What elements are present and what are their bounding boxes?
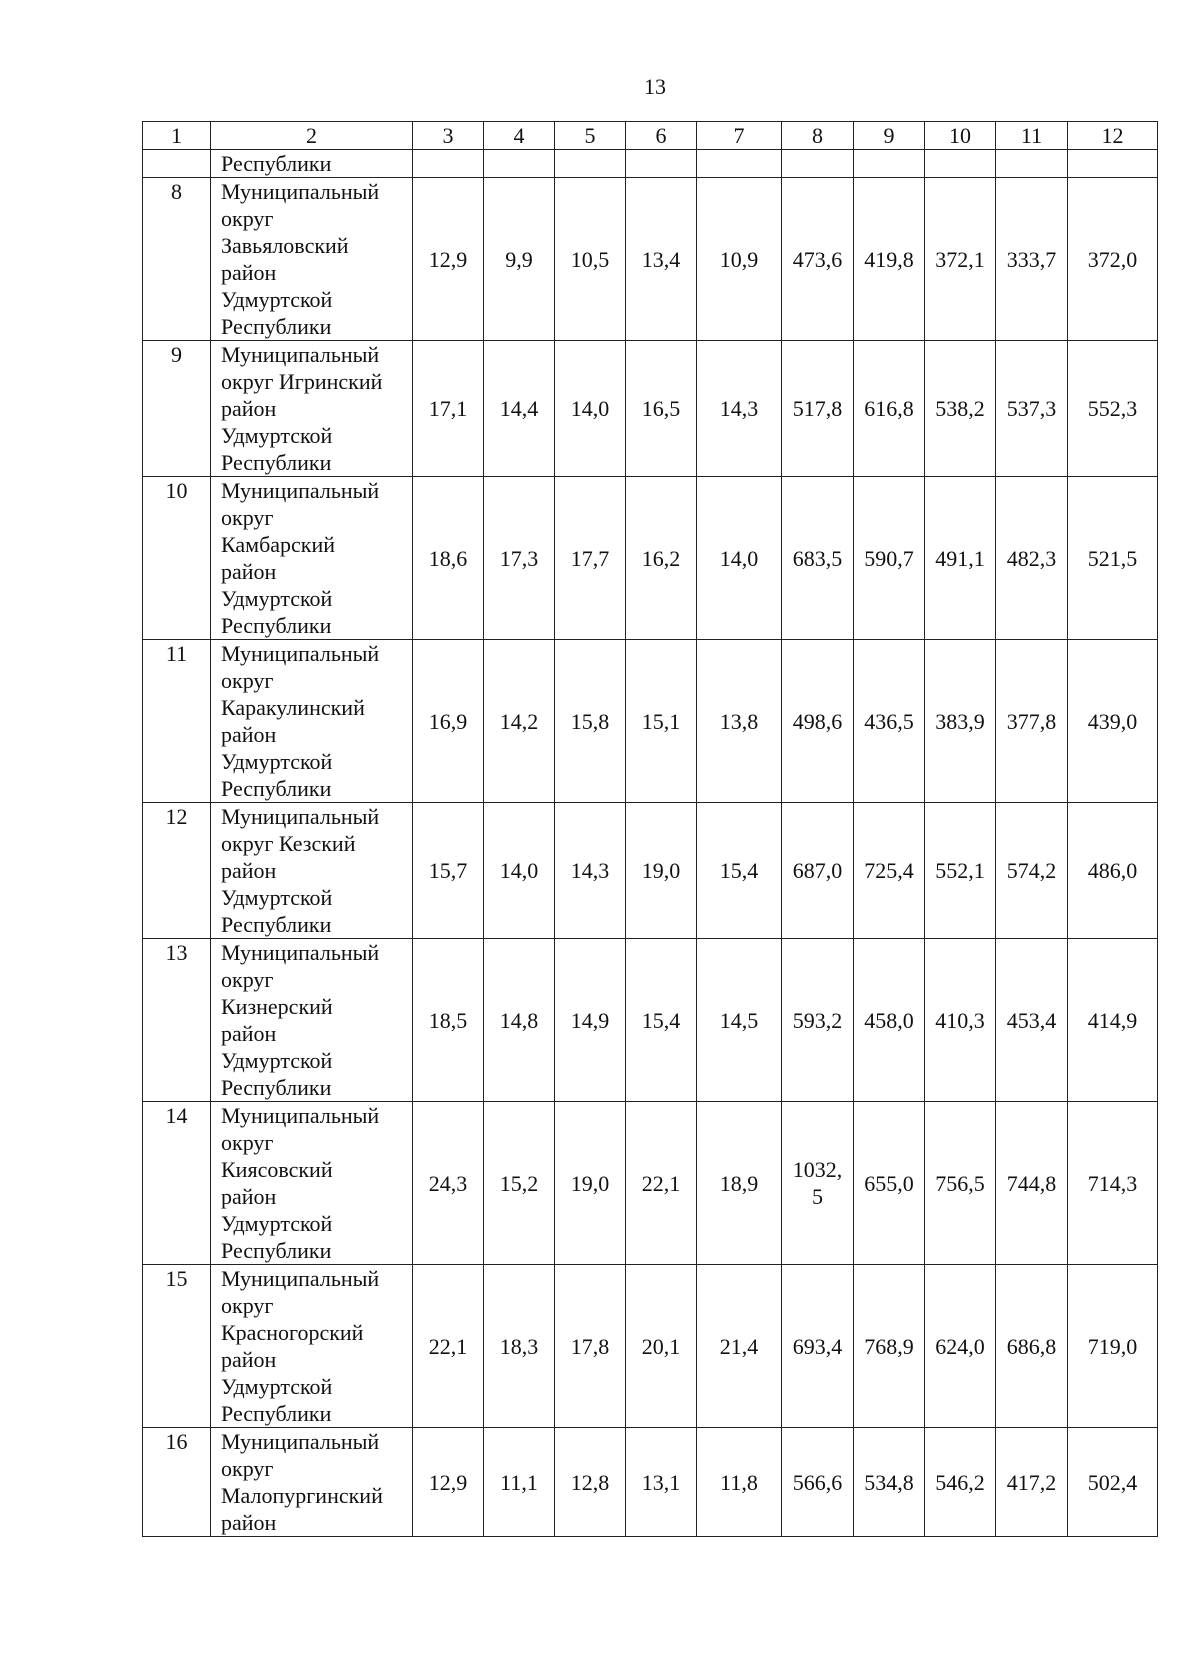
value-cell: 552,3 [1068,341,1158,477]
municipality-name: Муниципальный округ Малопургинский район [211,1428,413,1537]
value-cell: 491,1 [925,477,996,640]
value-cell: 10,9 [697,178,782,341]
value-cell: 17,1 [413,341,484,477]
row-number: 12 [143,803,211,939]
value-cell [854,150,925,178]
page-number: 13 [644,74,666,99]
value-cell: 1032, 5 [782,1102,854,1265]
value-cell: 13,8 [697,640,782,803]
value-cell [697,150,782,178]
value-cell: 593,2 [782,939,854,1102]
value-cell: 566,6 [782,1428,854,1537]
value-cell: 419,8 [854,178,925,341]
value-cell: 372,0 [1068,178,1158,341]
value-cell: 14,8 [484,939,555,1102]
value-cell: 482,3 [996,477,1068,640]
column-header: 11 [996,122,1068,150]
value-cell: 517,8 [782,341,854,477]
value-cell [626,150,697,178]
value-cell [413,150,484,178]
municipality-name: Муниципальный округ Камбарский район Удмуртской Республики [211,477,413,640]
table-row [143,1265,1158,1428]
value-cell: 17,7 [555,477,626,640]
value-cell: 11,8 [697,1428,782,1537]
value-cell: 616,8 [854,341,925,477]
value-cell: 372,1 [925,178,996,341]
value-cell: 683,5 [782,477,854,640]
value-cell: 377,8 [996,640,1068,803]
value-cell: 19,0 [555,1102,626,1265]
value-cell: 756,5 [925,1102,996,1265]
value-cell: 18,5 [413,939,484,1102]
row-number: 14 [143,1102,211,1265]
value-cell: 14,3 [555,803,626,939]
data-table [142,121,1158,1537]
value-cell: 14,0 [697,477,782,640]
value-cell: 768,9 [854,1265,925,1428]
value-cell: 546,2 [925,1428,996,1537]
table-row [143,1428,1158,1537]
column-header: 12 [1068,122,1158,150]
value-cell: 655,0 [854,1102,925,1265]
value-cell: 17,8 [555,1265,626,1428]
row-number: 10 [143,477,211,640]
value-cell: 12,8 [555,1428,626,1537]
municipality-name: Муниципальный округ Кезский район Удмуртской Республики [211,803,413,939]
value-cell: 458,0 [854,939,925,1102]
value-cell: 15,8 [555,640,626,803]
value-cell: 22,1 [413,1265,484,1428]
row-number: 16 [143,1428,211,1537]
value-cell: 15,7 [413,803,484,939]
value-cell: 624,0 [925,1265,996,1428]
value-cell: 20,1 [626,1265,697,1428]
value-cell: 24,3 [413,1102,484,1265]
column-header: 5 [555,122,626,150]
row-number: 8 [143,178,211,341]
value-cell: 473,6 [782,178,854,341]
value-cell: 16,2 [626,477,697,640]
value-cell: 590,7 [854,477,925,640]
row-number [143,150,211,178]
value-cell [1068,150,1158,178]
value-cell: 521,5 [1068,477,1158,640]
column-header: 10 [925,122,996,150]
table-row [143,640,1158,803]
value-cell: 14,3 [697,341,782,477]
value-cell: 21,4 [697,1265,782,1428]
column-header: 4 [484,122,555,150]
value-cell: 439,0 [1068,640,1158,803]
value-cell: 538,2 [925,341,996,477]
value-cell: 719,0 [1068,1265,1158,1428]
value-cell: 15,4 [697,803,782,939]
value-cell: 14,2 [484,640,555,803]
value-cell: 725,4 [854,803,925,939]
row-number: 11 [143,640,211,803]
value-cell: 14,4 [484,341,555,477]
value-cell: 12,9 [413,178,484,341]
value-cell: 534,8 [854,1428,925,1537]
row-number: 15 [143,1265,211,1428]
municipality-name: Муниципальный округ Киясовский район Удмуртской Республики [211,1102,413,1265]
value-cell [484,150,555,178]
value-cell [925,150,996,178]
value-cell: 686,8 [996,1265,1068,1428]
column-header: 9 [854,122,925,150]
value-cell: 410,3 [925,939,996,1102]
value-cell: 11,1 [484,1428,555,1537]
value-cell: 16,9 [413,640,484,803]
table-row [143,803,1158,939]
column-header: 6 [626,122,697,150]
row-number: 9 [143,341,211,477]
value-cell: 714,3 [1068,1102,1158,1265]
value-cell: 333,7 [996,178,1068,341]
value-cell: 687,0 [782,803,854,939]
value-cell: 13,1 [626,1428,697,1537]
value-cell: 16,5 [626,341,697,477]
value-cell: 574,2 [996,803,1068,939]
value-cell: 414,9 [1068,939,1158,1102]
table-row [143,939,1158,1102]
table-row [143,150,1158,178]
column-header: 1 [143,122,211,150]
value-cell: 15,2 [484,1102,555,1265]
value-cell [782,150,854,178]
table-row [143,477,1158,640]
value-cell: 436,5 [854,640,925,803]
value-cell: 9,9 [484,178,555,341]
header-row [143,122,1158,150]
value-cell: 498,6 [782,640,854,803]
value-cell: 13,4 [626,178,697,341]
value-cell: 22,1 [626,1102,697,1265]
municipality-name: Муниципальный округ Игринский район Удмуртской Республики [211,341,413,477]
municipality-name: Муниципальный округ Кизнерский район Удмуртской Республики [211,939,413,1102]
value-cell: 19,0 [626,803,697,939]
value-cell: 14,0 [555,341,626,477]
value-cell: 693,4 [782,1265,854,1428]
municipality-name: Муниципальный округ Завьяловский район Удмуртской Республики [211,178,413,341]
column-header: 3 [413,122,484,150]
value-cell: 744,8 [996,1102,1068,1265]
value-cell [555,150,626,178]
value-cell: 453,4 [996,939,1068,1102]
value-cell: 15,1 [626,640,697,803]
table-row [143,1102,1158,1265]
value-cell: 15,4 [626,939,697,1102]
table-row [143,178,1158,341]
table-row [143,341,1158,477]
municipality-name: Муниципальный округ Каракулинский район Удмуртской Республики [211,640,413,803]
value-cell: 502,4 [1068,1428,1158,1537]
column-header: 8 [782,122,854,150]
value-cell: 18,3 [484,1265,555,1428]
value-cell: 18,9 [697,1102,782,1265]
value-cell: 417,2 [996,1428,1068,1537]
value-cell: 14,9 [555,939,626,1102]
value-cell [996,150,1068,178]
value-cell: 14,5 [697,939,782,1102]
municipality-name: Муниципальный округ Красногорский район Удмуртской Республики [211,1265,413,1428]
value-cell: 552,1 [925,803,996,939]
value-cell: 486,0 [1068,803,1158,939]
value-cell: 537,3 [996,341,1068,477]
value-cell: 10,5 [555,178,626,341]
row-number: 13 [143,939,211,1102]
column-header: 2 [211,122,413,150]
value-cell: 18,6 [413,477,484,640]
value-cell: 383,9 [925,640,996,803]
column-header: 7 [697,122,782,150]
value-cell: 17,3 [484,477,555,640]
value-cell: 14,0 [484,803,555,939]
municipality-name: Республики [211,150,413,178]
value-cell: 12,9 [413,1428,484,1537]
